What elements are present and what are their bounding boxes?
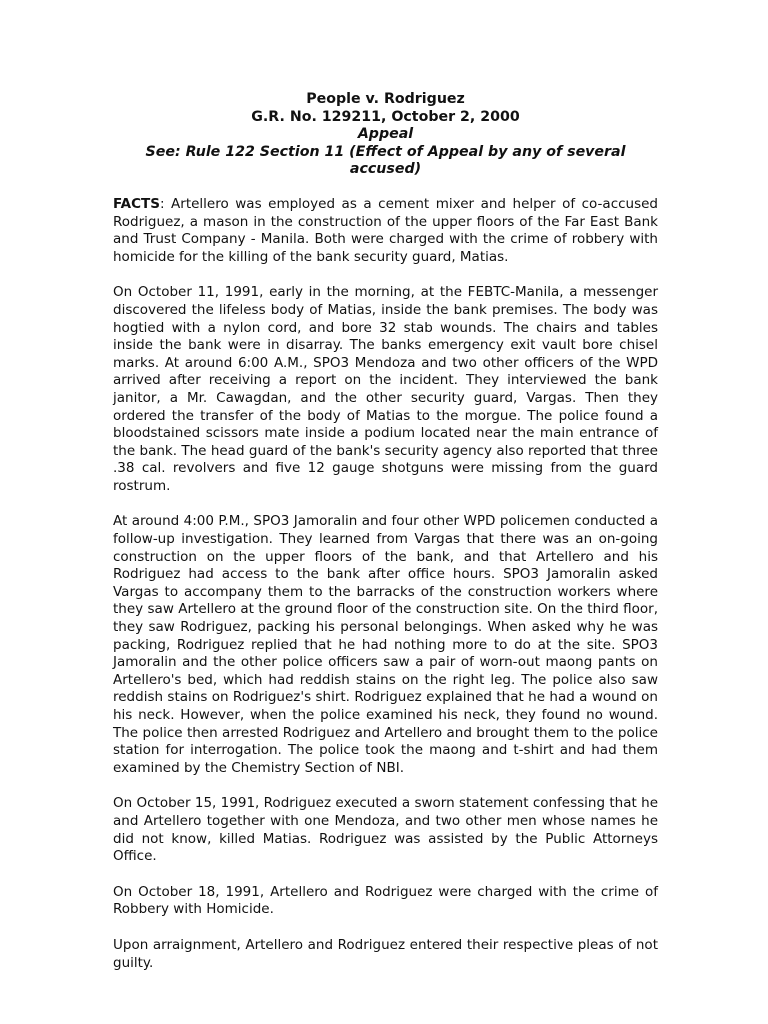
body-paragraph: On October 11, 1991, early in the morning, at the FEBTC-Manila, a messenger discovered the lifeless body of Matias, inside the bank premises. The body was hogtied with a nylon cord, and bore 32 stab wounds. The chairs and tables inside the bank were in disarray. The banks emergency exit vault bore chisel marks. At around 6:00 A.M., SPO3 Mendoza and two other officers of the WPD arrived after receiving a report on the incident. They interviewed the bank janitor, a Mr. Cawagdan, and the other security guard, Vargas. Then they ordered the transfer of the body of Matias to the morgue. The police found a bloodstained scissors mate inside a podium located near the main entrance of the bank. The head guard of the bank's security agency also reported that three .38 cal. revolvers and five 12 gauge shotguns were missing from the guard rostrum.: [113, 284, 658, 494]
case-heading: [113, 91, 658, 179]
body-paragraph: Upon arraignment, Artellero and Rodriguez entered their respective pleas of not guilty.: [113, 936, 658, 971]
see-reference-line-1: See: Rule 122 Section 11 (Effect of Appeal by any of several: [145, 143, 626, 160]
see-reference-line-2: accused): [349, 161, 422, 178]
case-title: People v. Rodriguez: [306, 91, 465, 107]
facts-text: : Artellero was employed as a cement mixer and helper of co-accused Rodriguez, a mason in the construction of the upper floors of the Far East Bank and Trust Company - Manila. Both were charged with the crime of robbery with homicide for the killing of the bank security guard, Matias.: [113, 195, 658, 265]
body-paragraph: On October 18, 1991, Artellero and Rodriguez were charged with the crime of Robbery with Homicide.: [113, 883, 658, 918]
facts-label: FACTS: [113, 195, 160, 212]
case-subject: Appeal: [357, 126, 414, 143]
case-number: G.R. No. 129211, October 2, 2000: [251, 108, 520, 125]
facts-paragraph: [113, 196, 658, 266]
body-paragraph: At around 4:00 P.M., SPO3 Jamoralin and four other WPD policemen conducted a follow-up investigation. They learned from Vargas that there was an on-going construction on the upper floors of the bank, and that Artellero and his Rodriguez had access to the bank after office hours. SPO3 Jamoralin asked Vargas to accompany them to the barracks of the construction workers where they saw Artellero at the ground floor of the construction site. On the third floor, they saw Rodriguez, packing his personal belongings. When asked why he was packing, Rodriguez replied that he had nothing more to do at the site. SPO3 Jamoralin and the other police officers saw a pair of worn-out maong pants on Artellero's bed, which had reddish stains on the right leg. The police also saw reddish stains on Rodriguez's shirt. Rodriguez explained that he had a wound on his neck. However, when the police examined his neck, they found no wound. The police then arrested Rodriguez and Artellero and brought them to the police station for interrogation. The police took the maong and t-shirt and had them examined by the Chemistry Section of NBI.: [113, 513, 658, 776]
body-paragraph: On October 15, 1991, Rodriguez executed a sworn statement confessing that he and Artellero together with one Mendoza, and two other men whose names he did not know, killed Matias. Rodriguez was assisted by the Public Attorneys Office.: [113, 795, 658, 865]
